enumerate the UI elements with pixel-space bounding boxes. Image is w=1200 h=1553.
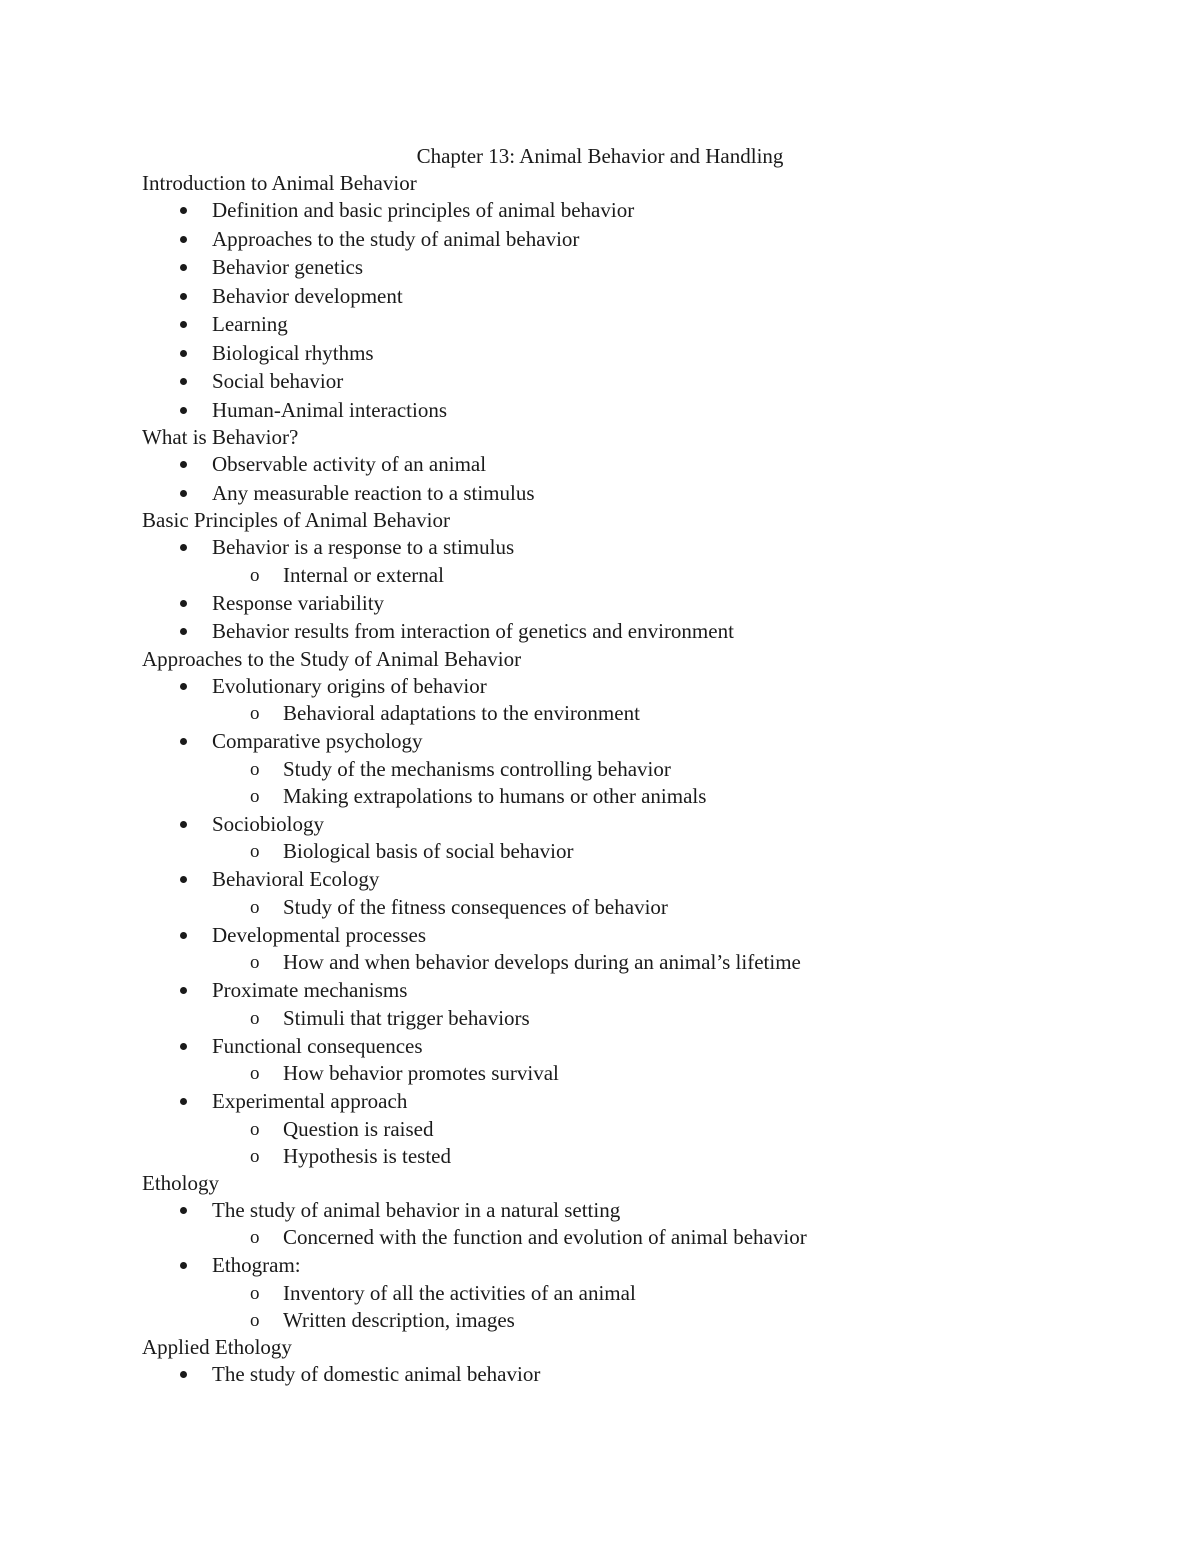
bullet-item-text: Any measurable reaction to a stimulus	[212, 480, 535, 505]
sub-bullet-item: o Stimuli that trigger behaviors	[212, 1005, 1142, 1032]
sub-bullet-item: o Behavioral adaptations to the environment	[212, 700, 1142, 727]
bullet-item-text: Definition and basic principles of animal behavior	[212, 198, 635, 222]
sub-bullet-item: o Hypothesis is tested	[212, 1143, 1142, 1170]
bullet-item	[142, 396, 1142, 425]
bullet-item-text: Learning	[212, 312, 288, 336]
bullet-item-text: Behavior is a response to a stimulus	[212, 535, 515, 559]
bullet-item	[142, 310, 1142, 339]
sub-bullet-list	[212, 756, 1142, 810]
sub-bullet-list	[212, 838, 1142, 865]
bullet-item-text: Comparative psychology	[212, 729, 423, 753]
document-title: Chapter 13: Animal Behavior and Handling	[416, 144, 784, 168]
sub-bullet-list	[212, 1116, 1142, 1170]
outline-section	[142, 170, 1142, 424]
bullet-item	[142, 921, 1142, 977]
bullet-item-text: Social behavior	[212, 369, 344, 393]
bullet-item	[142, 1196, 1142, 1252]
outline-section	[142, 1170, 1142, 1334]
section-heading: Introduction to Animal Behavior	[142, 171, 417, 195]
bullet-item	[142, 810, 1142, 866]
section-heading: Basic Principles of Animal Behavior	[142, 508, 450, 532]
bullet-item	[142, 672, 1142, 728]
sub-bullet-item: o Internal or external	[212, 562, 1142, 589]
section-heading: Ethology	[142, 1170, 219, 1195]
sub-bullet-list	[212, 894, 1142, 921]
sub-bullet-item: o Question is raised	[212, 1116, 1142, 1143]
bullet-list	[142, 450, 1142, 507]
bullet-item	[142, 196, 1142, 225]
bullet-list	[142, 672, 1142, 1170]
bullet-item-text: Behavioral Ecology	[212, 867, 380, 891]
bullet-item-text: Approaches to the study of animal behavior	[212, 226, 580, 251]
outline-section	[142, 424, 1142, 507]
sub-bullet-item: o Study of the mechanisms controlling behavior	[212, 756, 1142, 783]
bullet-item	[142, 225, 1142, 254]
bullet-item	[142, 727, 1142, 810]
bullet-item-text: Response variability	[212, 590, 385, 615]
bullet-item	[142, 282, 1142, 311]
bullet-item	[142, 339, 1142, 368]
bullet-item	[142, 1087, 1142, 1170]
bullet-item	[142, 367, 1142, 396]
bullet-item	[142, 533, 1142, 589]
sub-bullet-item: o How behavior promotes survival	[212, 1060, 1142, 1087]
bullet-item	[142, 589, 1142, 618]
bullet-item-text: The study of domestic animal behavior	[212, 1361, 541, 1386]
bullet-item	[142, 1360, 1142, 1389]
bullet-item	[142, 1032, 1142, 1088]
sub-bullet-list	[212, 949, 1142, 976]
bullet-item-text: Biological rhythms	[212, 340, 374, 365]
bullet-list	[142, 196, 1142, 424]
section-heading: Applied Ethology	[142, 1334, 292, 1359]
bullet-item-text: Observable activity of an animal	[212, 452, 487, 476]
sub-bullet-list	[212, 700, 1142, 727]
bullet-item	[142, 1251, 1142, 1334]
sub-bullet-item: o Biological basis of social behavior	[212, 838, 1142, 865]
bullet-item-text: Behavior results from interaction of genetics and environment	[212, 619, 734, 643]
bullet-item	[142, 479, 1142, 508]
outline-section	[142, 507, 1142, 646]
section-heading: Approaches to the Study of Animal Behavior	[142, 646, 522, 671]
bullet-list	[142, 1360, 1142, 1389]
bullet-item-text: Developmental processes	[212, 922, 427, 947]
bullet-item	[142, 253, 1142, 282]
bullet-item-text: Behavior genetics	[212, 255, 364, 279]
document-content	[142, 170, 1142, 1388]
sub-bullet-item: o Making extrapolations to humans or other animals	[212, 783, 1142, 810]
sub-bullet-item: o Concerned with the function and evolution of animal behavior	[212, 1224, 1142, 1251]
bullet-list	[142, 533, 1142, 646]
sub-bullet-list	[212, 1280, 1142, 1334]
bullet-item-text: Experimental approach	[212, 1089, 408, 1113]
bullet-item	[142, 865, 1142, 921]
outline-section	[142, 646, 1142, 1170]
bullet-item-text: Proximate mechanisms	[212, 978, 408, 1002]
sub-bullet-list	[212, 1005, 1142, 1032]
section-heading: What is Behavior?	[142, 425, 299, 449]
sub-bullet-list	[212, 1060, 1142, 1087]
bullet-item-text: Sociobiology	[212, 811, 325, 836]
bullet-item	[142, 450, 1142, 479]
sub-bullet-item: o Study of the fitness consequences of behavior	[212, 894, 1142, 921]
bullet-item-text: Functional consequences	[212, 1033, 423, 1058]
outline-section	[142, 1334, 1142, 1389]
bullet-list	[142, 1196, 1142, 1334]
sub-bullet-item: o Written description, images	[212, 1307, 1142, 1334]
bullet-item-text: Evolutionary origins of behavior	[212, 673, 487, 698]
bullet-item-text: Ethogram:	[212, 1253, 301, 1277]
bullet-item	[142, 976, 1142, 1032]
sub-bullet-list	[212, 562, 1142, 589]
sub-bullet-item: o How and when behavior develops during an animal’s lifetime	[212, 949, 1142, 976]
bullet-item-text: The study of animal behavior in a natural setting	[212, 1197, 621, 1222]
bullet-item-text: Behavior development	[212, 283, 403, 308]
sub-bullet-list	[212, 1224, 1142, 1251]
bullet-item	[142, 617, 1142, 646]
bullet-item-text: Human-Animal interactions	[212, 397, 448, 422]
sub-bullet-item: o Inventory of all the activities of an animal	[212, 1280, 1142, 1307]
